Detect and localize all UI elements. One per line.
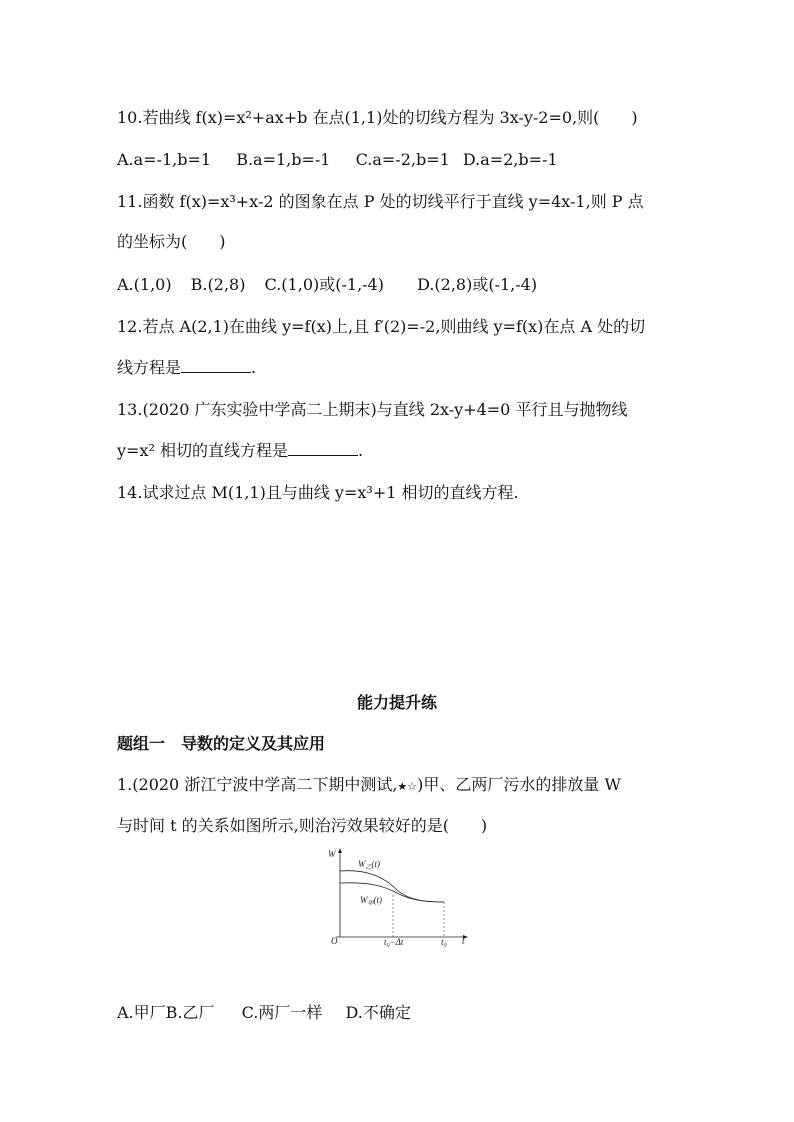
question-13-line1: 13.(2020 广东实验中学高二上期末)与直线 2x-y+4=0 平行且与抛物线 xyxy=(117,400,628,419)
tick-t0-minus-dt: $t_0-\Delta t$ xyxy=(384,937,404,949)
q11-option-a: A.(1,0) xyxy=(117,275,172,294)
question-14: 14.试求过点 M(1,1)且与曲线 y=x³+1 相切的直线方程. xyxy=(117,483,519,502)
q13-text: y=x² 相切的直线方程是 xyxy=(117,441,288,460)
x-axis-label: t xyxy=(462,936,465,946)
question-1-line2: 与时间 t 的关系如图所示,则治污效果较好的是( ) xyxy=(117,816,488,835)
q1-option-c: C.两厂一样 xyxy=(241,1003,323,1022)
q13-period: . xyxy=(357,441,364,460)
q11-option-b: B.(2,8) xyxy=(190,275,246,294)
q13-answer-blank[interactable] xyxy=(288,441,358,456)
difficulty-stars-icon: ★☆ xyxy=(397,780,418,793)
curve-yi-label: $W_乙(t)$ xyxy=(358,859,381,871)
q1-option-d: D.不确定 xyxy=(345,1003,411,1022)
q1-option-a: A.甲厂 xyxy=(117,1003,166,1022)
q10-option-b: B.a=1,b=-1 xyxy=(236,150,331,169)
q10-option-c: C.a=-2,b=1 xyxy=(355,150,450,169)
q1-stem: )甲、乙两厂污水的排放量 W xyxy=(417,775,621,794)
question-11-line2: 的坐标为( ) xyxy=(117,232,226,251)
group-title: 题组一 导数的定义及其应用 xyxy=(117,734,326,753)
question-13-line2 xyxy=(117,440,363,462)
question-11-line1: 11.函数 f(x)=x³+x-2 的图象在点 P 处的切线平行于直线 y=4x-1,则 P 点 xyxy=(117,192,644,211)
curve-yi xyxy=(340,871,444,902)
q12-period: . xyxy=(251,358,257,377)
q1-source: 1.(2020 浙江宁波中学高二下期中测试, xyxy=(117,775,398,794)
q10-option-d: D.a=2,b=-1 xyxy=(462,150,558,169)
curve-jia-label: $W_甲(t)$ xyxy=(360,895,383,907)
question-1-line1 xyxy=(117,774,621,798)
question-12-line2 xyxy=(117,357,256,379)
question-10: 10.若曲线 f(x)=x²+ax+b 在点(1,1)处的切线方程为 3x-y-2=0,则( ) xyxy=(117,108,638,127)
question-10-options xyxy=(117,149,558,171)
question-1-options xyxy=(117,1002,411,1024)
y-axis-arrow-icon xyxy=(338,848,342,853)
q12-answer-blank[interactable] xyxy=(181,358,251,373)
origin-label: O xyxy=(331,936,338,946)
section-title: 能力提升练 xyxy=(356,693,437,712)
emission-graph xyxy=(322,845,472,949)
y-axis-label: W xyxy=(328,849,336,859)
q12-text: 线方程是 xyxy=(117,358,182,377)
tick-t0: $t_0$ xyxy=(441,937,447,949)
q10-option-a: A.a=-1,b=1 xyxy=(117,150,212,169)
q11-option-c: C.(1,0)或(-1,-4) xyxy=(264,275,384,294)
q1-option-b: B.乙厂 xyxy=(165,1003,215,1022)
question-12-line1: 12.若点 A(2,1)在曲线 y=f(x)上,且 f′(2)=-2,则曲线 y=f(x)在点 A 处的切 xyxy=(117,317,646,336)
q11-option-d: D.(2,8)或(-1,-4) xyxy=(417,275,538,294)
question-11-options xyxy=(117,274,537,296)
